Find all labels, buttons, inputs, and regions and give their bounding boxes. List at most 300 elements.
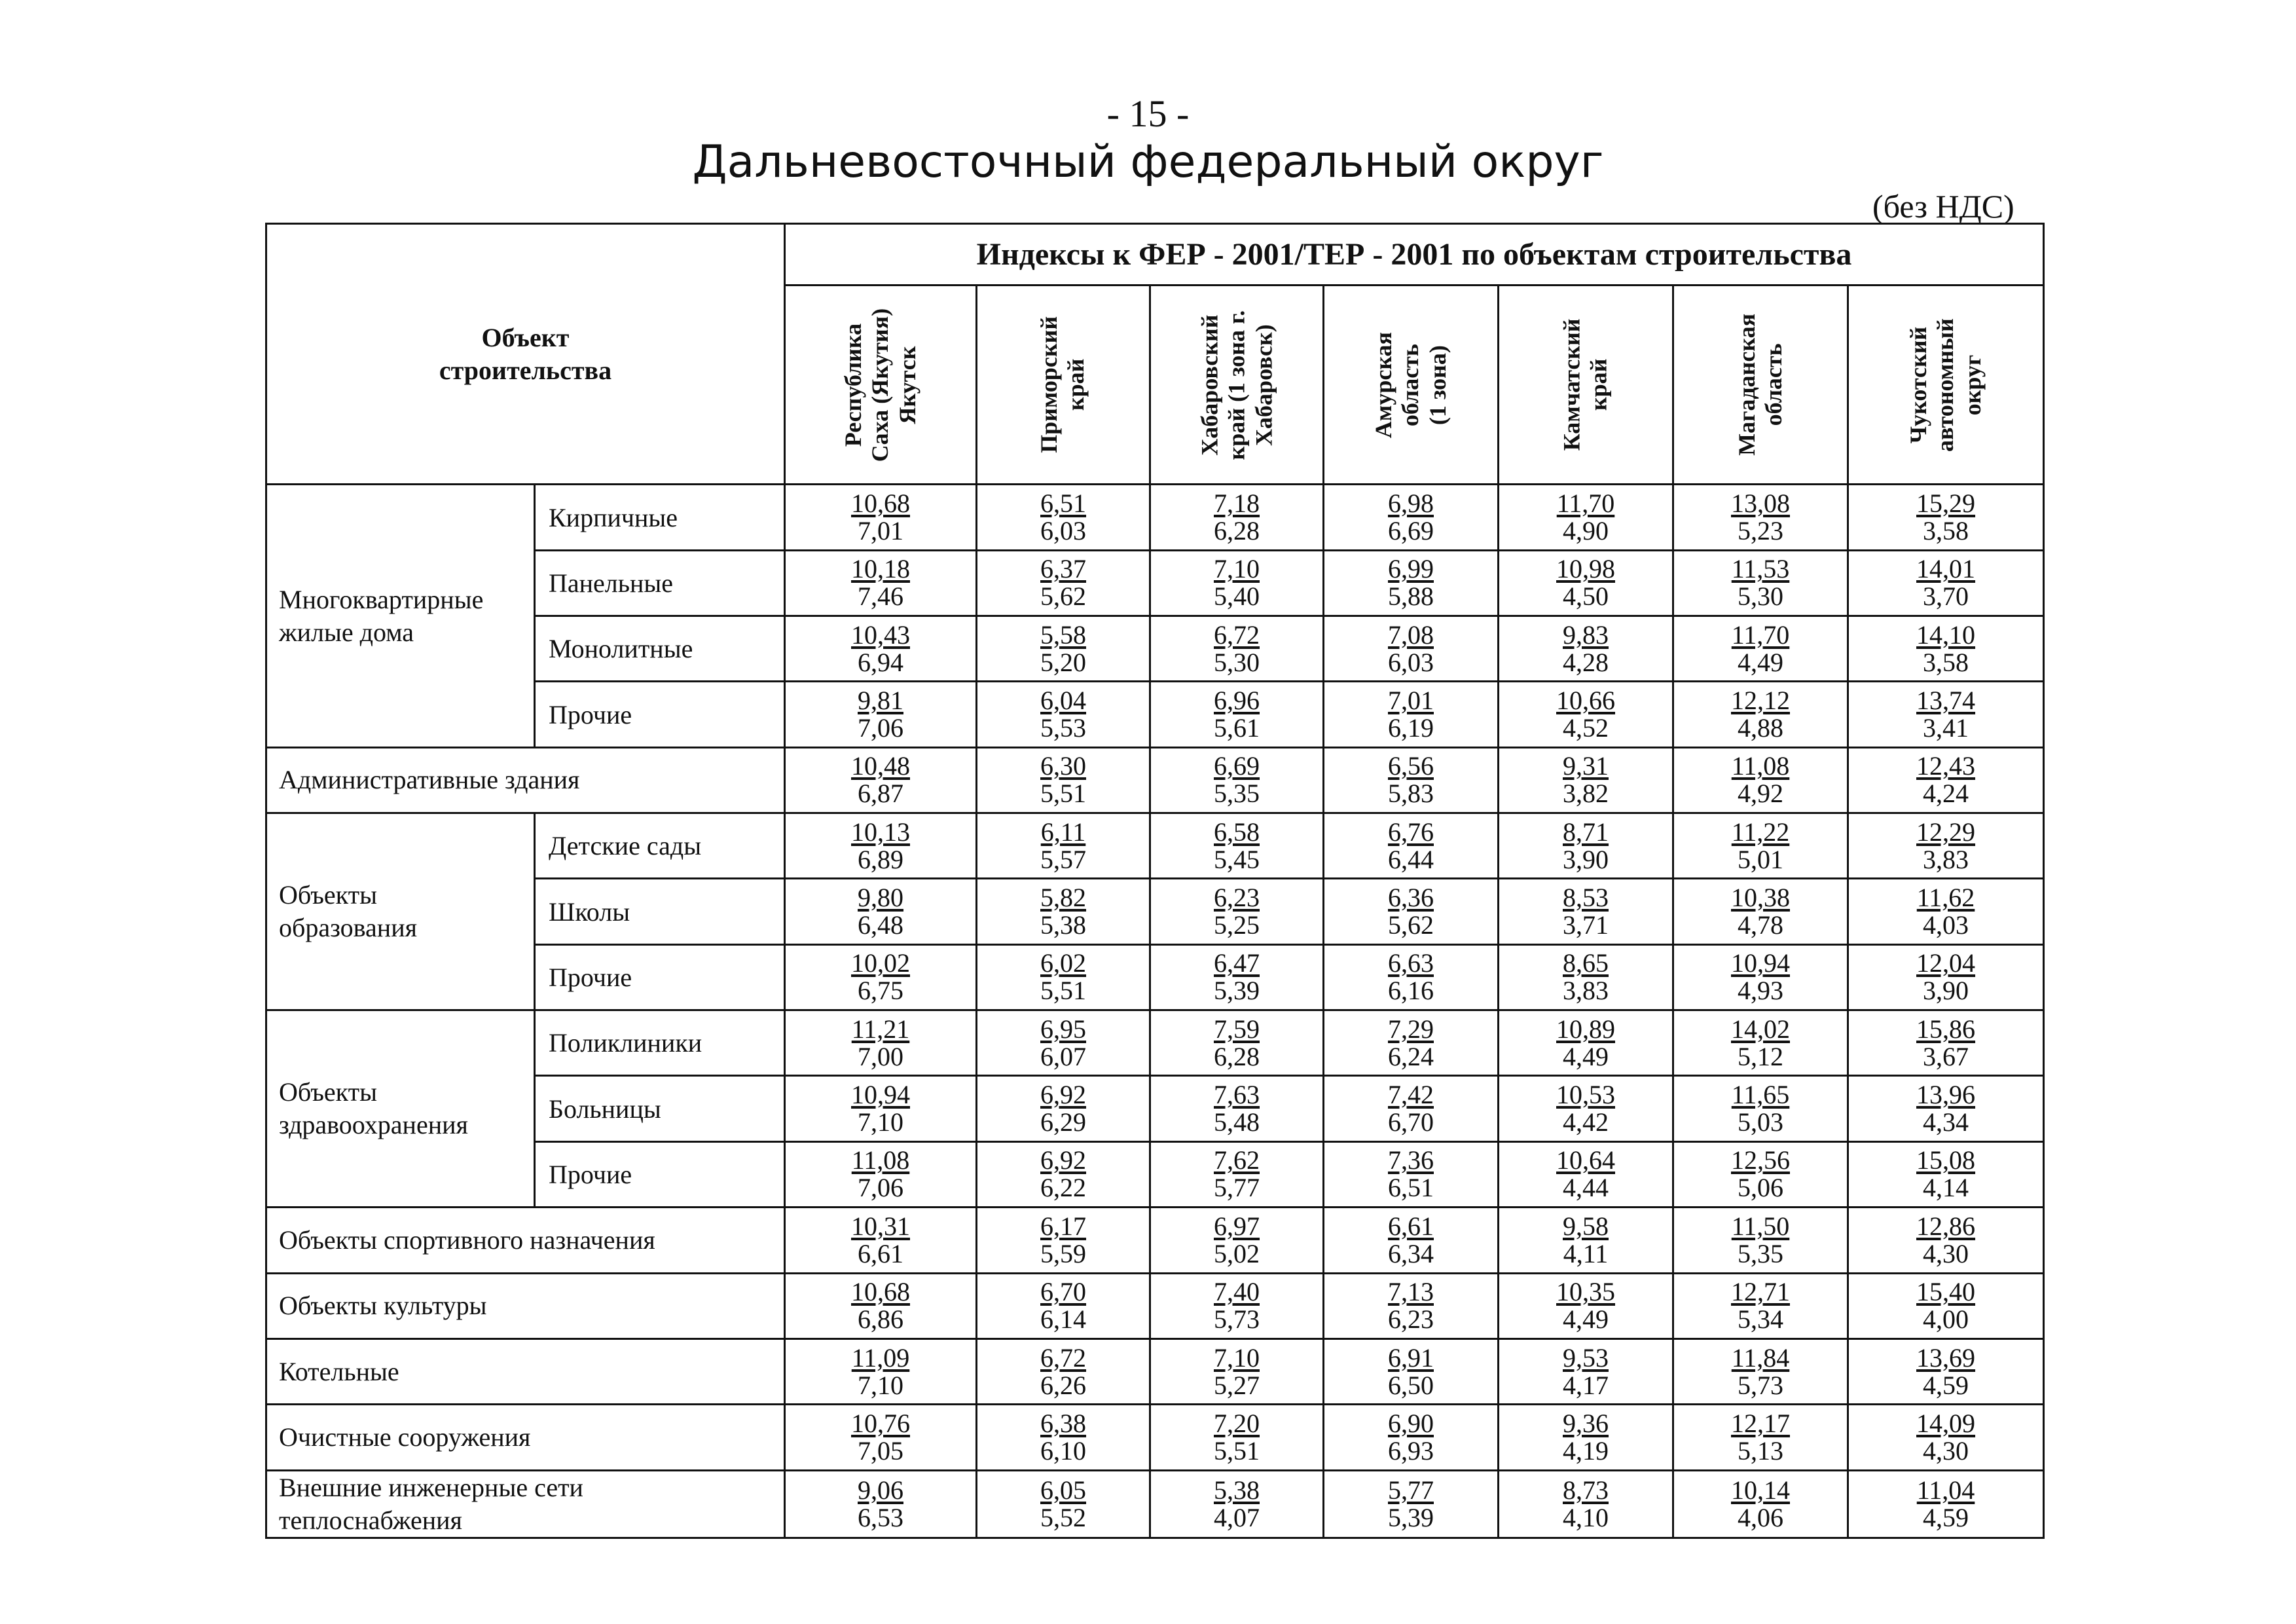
index-cell xyxy=(1673,1405,1848,1470)
index-cell xyxy=(977,1076,1150,1141)
index-cell xyxy=(1324,1141,1499,1207)
table-row xyxy=(266,1405,2044,1470)
index-ter: 5,35 xyxy=(1214,779,1260,809)
index-fer: 15,29 xyxy=(1916,489,1976,519)
index-fer: 6,92 xyxy=(1040,1145,1086,1175)
index-fer: 11,70 xyxy=(1731,619,1790,650)
index-ter: 4,30 xyxy=(1923,1435,1969,1466)
index-fer: 6,30 xyxy=(1040,751,1086,781)
category-label: Объекты образования xyxy=(266,813,535,1010)
index-ter: 3,83 xyxy=(1923,844,1969,874)
index-cell xyxy=(1150,879,1324,944)
index-fer: 6,72 xyxy=(1214,619,1260,650)
region-header-label: Магаданская область xyxy=(1733,314,1787,456)
index-fer: 7,42 xyxy=(1388,1080,1434,1110)
index-cell xyxy=(785,1208,977,1273)
index-ter: 6,26 xyxy=(1040,1370,1086,1400)
index-fer: 12,12 xyxy=(1731,686,1790,716)
index-ter: 6,10 xyxy=(1040,1435,1086,1466)
index-fer: 12,71 xyxy=(1731,1277,1790,1307)
index-fer: 13,96 xyxy=(1916,1080,1976,1110)
category-label: Объекты спортивного назначения xyxy=(266,1208,785,1273)
index-cell xyxy=(1324,1273,1499,1338)
index-ter: 6,75 xyxy=(858,976,903,1006)
index-fer: 6,56 xyxy=(1388,751,1434,781)
index-ter: 6,19 xyxy=(1388,713,1434,743)
index-fer: 14,09 xyxy=(1916,1408,1976,1438)
index-cell xyxy=(1673,550,1848,616)
index-cell xyxy=(1324,550,1499,616)
index-cell xyxy=(1324,1208,1499,1273)
index-fer: 7,40 xyxy=(1214,1277,1260,1307)
index-fer: 6,37 xyxy=(1040,554,1086,584)
index-cell xyxy=(1673,1338,1848,1404)
index-table-container xyxy=(265,223,2043,1539)
index-fer: 11,50 xyxy=(1731,1211,1790,1241)
index-ter: 7,10 xyxy=(858,1107,903,1137)
index-fer: 14,02 xyxy=(1731,1014,1790,1044)
index-ter: 6,23 xyxy=(1388,1304,1434,1335)
index-ter: 5,62 xyxy=(1040,581,1086,612)
index-ter: 5,51 xyxy=(1040,779,1086,809)
index-fer: 11,84 xyxy=(1731,1342,1790,1373)
index-cell xyxy=(1499,616,1673,682)
index-fer: 12,29 xyxy=(1916,817,1976,847)
index-ter: 4,24 xyxy=(1923,779,1969,809)
index-fer: 6,97 xyxy=(1214,1211,1260,1241)
index-fer: 11,09 xyxy=(851,1342,910,1373)
index-ter: 6,69 xyxy=(1388,516,1434,546)
index-fer: 9,80 xyxy=(858,883,903,913)
region-header xyxy=(1673,286,1848,485)
index-fer: 9,83 xyxy=(1563,619,1609,650)
index-ter: 3,83 xyxy=(1563,976,1609,1006)
index-fer: 5,77 xyxy=(1388,1475,1434,1505)
index-cell xyxy=(1150,616,1324,682)
index-fer: 10,18 xyxy=(851,554,910,584)
index-fer: 9,81 xyxy=(858,686,903,716)
index-cell xyxy=(1848,1273,2044,1338)
subcategory-label: Больницы xyxy=(535,1076,785,1141)
index-ter: 5,45 xyxy=(1214,844,1260,874)
index-ter: 6,93 xyxy=(1388,1435,1434,1466)
table-row xyxy=(266,1010,2044,1076)
index-fer: 13,69 xyxy=(1916,1342,1976,1373)
index-ter: 5,01 xyxy=(1738,844,1783,874)
index-cell xyxy=(1499,1470,1673,1538)
index-ter: 6,53 xyxy=(858,1502,903,1532)
index-ter: 4,42 xyxy=(1563,1107,1609,1137)
index-cell xyxy=(1673,1010,1848,1076)
index-fer: 15,40 xyxy=(1916,1277,1976,1307)
index-fer: 10,89 xyxy=(1556,1014,1615,1044)
index-ter: 5,02 xyxy=(1214,1238,1260,1268)
index-cell xyxy=(1499,1273,1673,1338)
index-ter: 4,49 xyxy=(1563,1041,1609,1071)
index-cell xyxy=(785,485,977,550)
index-fer: 7,63 xyxy=(1214,1080,1260,1110)
index-table xyxy=(265,223,2045,1539)
index-ter: 5,53 xyxy=(1040,713,1086,743)
index-cell xyxy=(1673,1141,1848,1207)
region-header xyxy=(1150,286,1324,485)
index-fer: 6,76 xyxy=(1388,817,1434,847)
index-ter: 5,40 xyxy=(1214,581,1260,612)
index-fer: 9,58 xyxy=(1563,1211,1609,1241)
index-ter: 4,19 xyxy=(1563,1435,1609,1466)
index-fer: 9,36 xyxy=(1563,1408,1609,1438)
index-ter: 6,28 xyxy=(1214,1041,1260,1071)
index-cell xyxy=(1324,1076,1499,1141)
region-header-label: Приморский край xyxy=(1036,316,1089,454)
index-fer: 5,58 xyxy=(1040,619,1086,650)
index-ter: 6,61 xyxy=(858,1238,903,1268)
index-cell xyxy=(1499,550,1673,616)
index-fer: 6,98 xyxy=(1388,489,1434,519)
index-ter: 7,05 xyxy=(858,1435,903,1466)
index-cell xyxy=(1673,879,1848,944)
index-ter: 4,44 xyxy=(1563,1173,1609,1203)
index-fer: 9,53 xyxy=(1563,1342,1609,1373)
index-cell xyxy=(1499,1338,1673,1404)
index-ter: 5,88 xyxy=(1388,581,1434,612)
page-number: - 15 - xyxy=(1106,92,1190,135)
index-ter: 5,51 xyxy=(1214,1435,1260,1466)
index-cell xyxy=(1848,1076,2044,1141)
index-ter: 7,06 xyxy=(858,713,903,743)
category-label: Объекты здравоохранения xyxy=(266,1010,535,1208)
index-ter: 3,90 xyxy=(1923,976,1969,1006)
table-row xyxy=(266,1338,2044,1404)
index-cell xyxy=(977,1338,1150,1404)
index-ter: 6,51 xyxy=(1388,1173,1434,1203)
index-fer: 6,70 xyxy=(1040,1277,1086,1307)
index-cell xyxy=(1499,1010,1673,1076)
index-fer: 6,11 xyxy=(1040,817,1086,847)
index-fer: 6,95 xyxy=(1040,1014,1086,1044)
index-cell xyxy=(1150,1470,1324,1538)
index-fer: 10,68 xyxy=(851,1277,910,1307)
subcategory-label: Монолитные xyxy=(535,616,785,682)
index-ter: 6,22 xyxy=(1040,1173,1086,1203)
index-ter: 6,07 xyxy=(1040,1041,1086,1071)
region-header-label: Амурская область (1 зона) xyxy=(1370,331,1451,438)
index-fer: 10,48 xyxy=(851,751,910,781)
index-fer: 7,13 xyxy=(1388,1277,1434,1307)
index-ter: 5,20 xyxy=(1040,647,1086,677)
index-ter: 5,12 xyxy=(1738,1041,1783,1071)
index-fer: 11,65 xyxy=(1731,1080,1790,1110)
index-fer: 11,08 xyxy=(1731,751,1790,781)
index-cell xyxy=(785,813,977,879)
index-cell xyxy=(1150,1405,1324,1470)
index-fer: 5,82 xyxy=(1040,883,1086,913)
index-ter: 6,03 xyxy=(1040,516,1086,546)
index-fer: 10,14 xyxy=(1731,1475,1790,1505)
index-cell xyxy=(1499,1141,1673,1207)
index-cell xyxy=(1150,1273,1324,1338)
index-ter: 5,61 xyxy=(1214,713,1260,743)
index-cell xyxy=(1499,944,1673,1010)
index-ter: 6,34 xyxy=(1388,1238,1434,1268)
index-cell xyxy=(785,1338,977,1404)
index-cell xyxy=(977,1010,1150,1076)
subcategory-label: Прочие xyxy=(535,1141,785,1207)
index-cell xyxy=(785,747,977,813)
index-ter: 4,28 xyxy=(1563,647,1609,677)
index-cell xyxy=(977,616,1150,682)
region-header-label: Камчатский край xyxy=(1558,318,1612,451)
subcategory-label: Кирпичные xyxy=(535,485,785,550)
index-cell xyxy=(785,1405,977,1470)
index-fer: 7,20 xyxy=(1214,1408,1260,1438)
index-fer: 11,53 xyxy=(1731,554,1790,584)
index-cell xyxy=(785,550,977,616)
index-ter: 7,46 xyxy=(858,581,903,612)
index-cell xyxy=(1848,944,2044,1010)
subcategory-label: Прочие xyxy=(535,682,785,747)
index-fer: 10,64 xyxy=(1556,1145,1615,1175)
index-ter: 4,03 xyxy=(1923,910,1969,940)
index-cell xyxy=(1673,813,1848,879)
unit-note: (без НДС) xyxy=(1872,188,2014,225)
index-ter: 5,62 xyxy=(1388,910,1434,940)
index-ter: 4,50 xyxy=(1563,581,1609,612)
index-fer: 10,43 xyxy=(851,619,910,650)
index-ter: 3,70 xyxy=(1923,581,1969,612)
region-header-label: Республика Саха (Якутия) Якутск xyxy=(839,308,920,462)
index-ter: 4,14 xyxy=(1923,1173,1969,1203)
index-fer: 6,51 xyxy=(1040,489,1086,519)
index-fer: 6,36 xyxy=(1388,883,1434,913)
index-fer: 11,70 xyxy=(1556,489,1615,519)
index-fer: 10,68 xyxy=(851,489,910,519)
index-ter: 6,50 xyxy=(1388,1370,1434,1400)
index-cell xyxy=(977,1470,1150,1538)
index-fer: 10,94 xyxy=(851,1080,910,1110)
index-cell xyxy=(1150,1338,1324,1404)
index-cell xyxy=(1499,1208,1673,1273)
index-ter: 5,83 xyxy=(1388,779,1434,809)
index-fer: 9,31 xyxy=(1563,751,1609,781)
index-ter: 5,13 xyxy=(1738,1435,1783,1466)
index-fer: 12,17 xyxy=(1731,1408,1790,1438)
index-fer: 10,31 xyxy=(851,1211,910,1241)
subcategory-label: Панельные xyxy=(535,550,785,616)
index-cell xyxy=(1324,1338,1499,1404)
index-cell xyxy=(1673,1470,1848,1538)
table-row xyxy=(266,813,2044,879)
index-cell xyxy=(1324,1010,1499,1076)
index-cell xyxy=(977,485,1150,550)
index-ter: 6,89 xyxy=(858,844,903,874)
index-ter: 3,82 xyxy=(1563,779,1609,809)
subcategory-label: Поликлиники xyxy=(535,1010,785,1076)
index-ter: 5,35 xyxy=(1738,1238,1783,1268)
index-cell xyxy=(1673,1273,1848,1338)
index-fer: 11,62 xyxy=(1916,883,1975,913)
index-ter: 6,48 xyxy=(858,910,903,940)
region-header xyxy=(1324,286,1499,485)
index-fer: 7,29 xyxy=(1388,1014,1434,1044)
index-cell xyxy=(1150,1208,1324,1273)
index-ter: 5,03 xyxy=(1738,1107,1783,1137)
index-fer: 6,02 xyxy=(1040,948,1086,978)
index-ter: 4,30 xyxy=(1923,1238,1969,1268)
index-fer: 12,43 xyxy=(1916,751,1976,781)
category-label: Многоквартирные жилые дома xyxy=(266,485,535,747)
index-cell xyxy=(785,682,977,747)
table-row xyxy=(266,1208,2044,1273)
index-ter: 7,10 xyxy=(858,1370,903,1400)
index-cell xyxy=(977,813,1150,879)
index-cell xyxy=(1324,1470,1499,1538)
index-fer: 6,99 xyxy=(1388,554,1434,584)
indices-main-header: Индексы к ФЕР - 2001/ТЕР - 2001 по объектам строительства xyxy=(785,224,2044,286)
index-ter: 3,67 xyxy=(1923,1041,1969,1071)
category-label: Котельные xyxy=(266,1338,785,1404)
index-cell xyxy=(785,1141,977,1207)
region-header-label: Чукотский автономный округ xyxy=(1904,318,1986,452)
index-fer: 14,10 xyxy=(1916,619,1976,650)
index-fer: 5,38 xyxy=(1214,1475,1260,1505)
region-header-label: Хабаровский край (1 зона г. Хабаровск) xyxy=(1195,310,1277,460)
index-ter: 3,41 xyxy=(1923,713,1969,743)
index-ter: 7,01 xyxy=(858,516,903,546)
index-cell xyxy=(1150,550,1324,616)
index-ter: 7,00 xyxy=(858,1041,903,1071)
index-cell xyxy=(1499,879,1673,944)
index-ter: 4,17 xyxy=(1563,1370,1609,1400)
index-ter: 5,73 xyxy=(1738,1370,1783,1400)
header-row xyxy=(266,224,2044,286)
index-ter: 4,11 xyxy=(1563,1238,1609,1268)
index-fer: 11,04 xyxy=(1916,1475,1975,1505)
index-fer: 6,58 xyxy=(1214,817,1260,847)
index-ter: 4,49 xyxy=(1738,647,1783,677)
index-ter: 6,70 xyxy=(1388,1107,1434,1137)
index-cell xyxy=(1673,747,1848,813)
index-fer: 11,22 xyxy=(1731,817,1790,847)
index-fer: 8,73 xyxy=(1563,1475,1609,1505)
index-fer: 12,86 xyxy=(1916,1211,1976,1241)
index-cell xyxy=(1848,550,2044,616)
index-fer: 15,86 xyxy=(1916,1014,1976,1044)
index-ter: 5,73 xyxy=(1214,1304,1260,1335)
index-fer: 13,74 xyxy=(1916,686,1976,716)
index-cell xyxy=(1848,1470,2044,1538)
index-fer: 7,59 xyxy=(1214,1014,1260,1044)
index-ter: 5,51 xyxy=(1040,976,1086,1006)
table-row xyxy=(266,747,2044,813)
index-ter: 4,52 xyxy=(1563,713,1609,743)
index-ter: 4,00 xyxy=(1923,1304,1969,1335)
index-cell xyxy=(977,1208,1150,1273)
index-ter: 6,24 xyxy=(1388,1041,1434,1071)
index-cell xyxy=(1673,1076,1848,1141)
index-ter: 6,44 xyxy=(1388,844,1434,874)
index-fer: 6,69 xyxy=(1214,751,1260,781)
index-cell xyxy=(1499,485,1673,550)
index-cell xyxy=(1499,747,1673,813)
index-fer: 6,23 xyxy=(1214,883,1260,913)
index-cell xyxy=(785,1076,977,1141)
index-cell xyxy=(1150,1076,1324,1141)
index-fer: 6,38 xyxy=(1040,1408,1086,1438)
index-ter: 3,58 xyxy=(1923,647,1969,677)
region-header xyxy=(977,286,1150,485)
table-row xyxy=(266,1470,2044,1538)
index-cell xyxy=(1848,616,2044,682)
index-ter: 5,52 xyxy=(1040,1502,1086,1532)
index-fer: 11,21 xyxy=(851,1014,910,1044)
index-ter: 4,88 xyxy=(1738,713,1783,743)
index-cell xyxy=(1499,1405,1673,1470)
index-ter: 5,30 xyxy=(1738,581,1783,612)
index-fer: 10,02 xyxy=(851,948,910,978)
index-cell xyxy=(1324,879,1499,944)
index-cell xyxy=(977,1405,1150,1470)
index-fer: 6,05 xyxy=(1040,1475,1086,1505)
index-ter: 6,86 xyxy=(858,1304,903,1335)
index-fer: 13,08 xyxy=(1731,489,1790,519)
table-row xyxy=(266,485,2044,550)
index-cell xyxy=(1673,616,1848,682)
index-ter: 4,06 xyxy=(1738,1502,1783,1532)
index-fer: 7,08 xyxy=(1388,619,1434,650)
index-cell xyxy=(1150,1010,1324,1076)
index-cell xyxy=(977,682,1150,747)
index-ter: 6,94 xyxy=(858,647,903,677)
index-fer: 10,76 xyxy=(851,1408,910,1438)
index-ter: 4,10 xyxy=(1563,1502,1609,1532)
index-fer: 10,53 xyxy=(1556,1080,1615,1110)
index-cell xyxy=(1848,1405,2044,1470)
index-ter: 5,38 xyxy=(1040,910,1086,940)
index-cell xyxy=(785,879,977,944)
index-ter: 4,90 xyxy=(1563,516,1609,546)
index-cell xyxy=(1150,813,1324,879)
index-ter: 5,77 xyxy=(1214,1173,1260,1203)
region-header xyxy=(1848,286,2044,485)
index-ter: 6,16 xyxy=(1388,976,1434,1006)
index-ter: 5,23 xyxy=(1738,516,1783,546)
index-cell xyxy=(1848,879,2044,944)
index-fer: 11,08 xyxy=(851,1145,910,1175)
index-cell xyxy=(1150,944,1324,1010)
index-fer: 6,96 xyxy=(1214,686,1260,716)
index-cell xyxy=(785,1273,977,1338)
index-fer: 8,65 xyxy=(1563,948,1609,978)
index-ter: 4,59 xyxy=(1923,1370,1969,1400)
region-header xyxy=(785,286,977,485)
index-cell xyxy=(1150,485,1324,550)
index-cell xyxy=(1499,1076,1673,1141)
index-ter: 5,27 xyxy=(1214,1370,1260,1400)
index-cell xyxy=(977,550,1150,616)
index-fer: 7,10 xyxy=(1214,554,1260,584)
index-cell xyxy=(1848,747,2044,813)
index-cell xyxy=(785,1470,977,1538)
index-fer: 15,08 xyxy=(1916,1145,1976,1175)
category-label: Внешние инженерные сети теплоснабжения xyxy=(266,1470,785,1538)
index-cell xyxy=(1324,1405,1499,1470)
subcategory-label: Прочие xyxy=(535,944,785,1010)
index-ter: 5,39 xyxy=(1214,976,1260,1006)
index-cell xyxy=(977,1273,1150,1338)
index-cell xyxy=(1324,944,1499,1010)
index-fer: 6,72 xyxy=(1040,1342,1086,1373)
